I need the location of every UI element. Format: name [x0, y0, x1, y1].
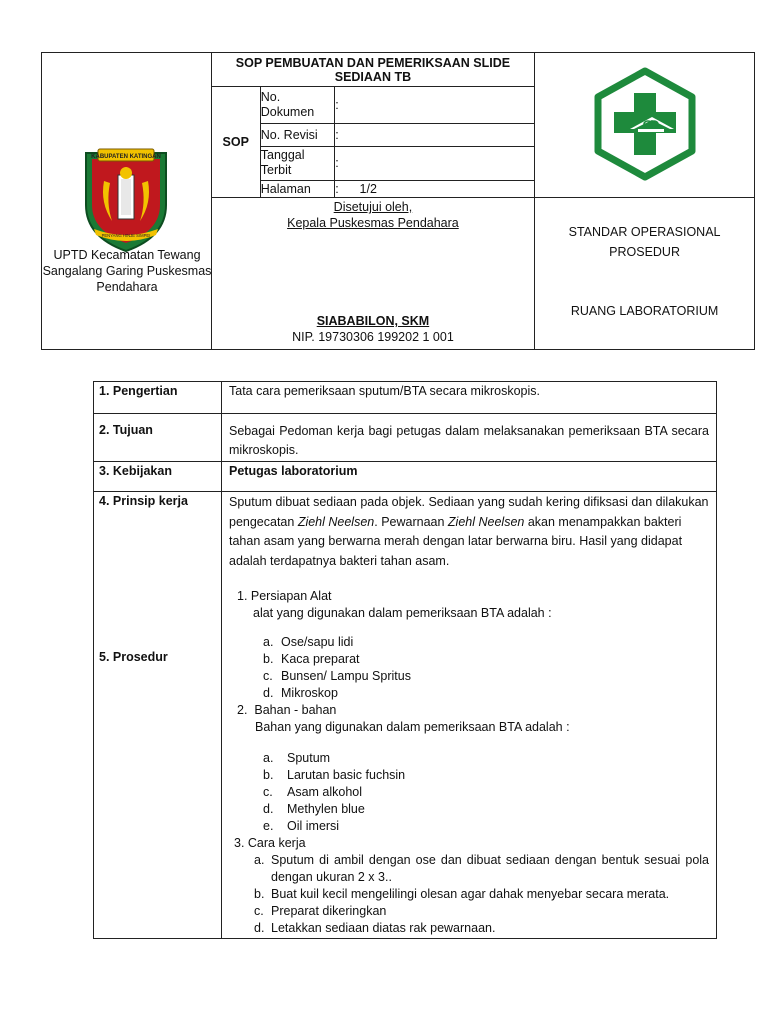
step2-intro: Bahan yang digunakan dalam pemeriksaan BTA adalah : — [255, 720, 570, 734]
kebijakan-text: Petugas laboratorium — [222, 462, 717, 492]
logo-left-cell — [42, 53, 212, 350]
tujuan-label: 2. Tujuan — [94, 414, 222, 462]
step-persiapan-alat — [229, 588, 709, 702]
sop-content-table — [93, 381, 717, 939]
list-item: e. Oil imersi — [263, 819, 340, 833]
tujuan-text: Sebagai Pedoman kerja bagi petugas dalam melaksanakan pemeriksaan BTA secara mikroskopis. — [222, 414, 717, 462]
approval-cell — [211, 198, 534, 350]
katingan-emblem-logo — [80, 145, 172, 255]
meta-key-no-revisi: No. Revisi — [261, 123, 335, 146]
approver-title: Kepala Puskesmas Pendahara — [287, 216, 459, 230]
sop-type-title: STANDAR OPERASIONAL PROSEDUR — [568, 225, 721, 259]
meta-table — [261, 87, 534, 197]
list-item: c. Asam alkohol — [263, 785, 363, 799]
svg-text:KABUPATEN KATINGAN: KABUPATEN KATINGAN — [91, 153, 162, 160]
header-table — [41, 52, 755, 350]
list-item: c. Preparat dikeringkan — [254, 904, 387, 918]
logo-right-cell — [535, 53, 755, 198]
step1-intro: alat yang digunakan dalam pemeriksaan BTA adalah : — [253, 606, 552, 620]
meta-value-tanggal-terbit: : — [335, 146, 534, 180]
approver-nip: NIP. 19730306 199202 1 001 — [292, 330, 454, 344]
sop-type-cell — [535, 198, 755, 350]
prinsip-prosedur-labels — [94, 492, 222, 939]
kebijakan-label: 3. Kebijakan — [94, 462, 222, 492]
approver-name: SIABABILON, SKM — [316, 314, 430, 328]
list-item: a. Sputum di ambil dengan ose dan dibuat sediaan dengan bentuk sesuai pola dengan ukuran 2 x 3.. — [254, 853, 709, 884]
prinsip-prosedur-content — [222, 492, 717, 939]
meta-key-no-dokumen: No. Dokumen — [261, 87, 335, 123]
unit-name: UPTD Kecamatan Tewang Sangalang Garing Puskesmas Pendahara — [42, 248, 212, 294]
svg-text:PENYANG HINJE SIMPEI: PENYANG HINJE SIMPEI — [101, 232, 151, 238]
pengertian-text: Tata cara pemeriksaan sputum/BTA secara mikroskopis. — [222, 382, 717, 414]
list-item: b. Kaca preparat — [263, 652, 360, 666]
meta-key-tanggal-terbit: Tanggal Terbit — [261, 146, 335, 180]
prinsip-label: 4. Prinsip kerja — [99, 494, 188, 508]
list-item: d. Methylen blue — [263, 802, 365, 816]
list-item: b. Buat kuil kecil mengelilingi olesan agar dahak menyebar secara merata. — [254, 887, 670, 901]
prosedur-label: 5. Prosedur — [99, 650, 168, 664]
prinsip-text: Sputum dibuat sediaan pada objek. Sediaan yang sudah kering difiksasi dan dilakukan pengecatan Ziehl Neelsen. Pewarnaan Ziehl Neelsen akan menampakkan bakteri tahan asam yang berwarna merah dengan latar berwarna biru. Hasil yang didapat adalah terdapatnya bakteri tahan asam. — [229, 495, 709, 568]
step2-title: 2. Bahan - bahan — [237, 703, 337, 717]
cara-kerja-list — [234, 852, 709, 937]
step-bahan — [229, 702, 709, 835]
approved-by-label: Disetujui oleh, — [333, 200, 413, 214]
list-item: a. Sputum — [263, 751, 331, 765]
meta-value-no-revisi: : — [335, 123, 534, 146]
list-item: a. Ose/sapu lidi — [263, 635, 354, 649]
meta-value-no-dokumen: : — [335, 87, 534, 123]
bahan-list — [237, 750, 709, 835]
step1-title: 1. Persiapan Alat — [237, 589, 332, 603]
list-item: d. Letakkan sediaan diatas rak pewarnaan. — [254, 921, 496, 935]
document-title: SOP PEMBUATAN DAN PEMERIKSAAN SLIDE SEDIAAN TB — [212, 53, 534, 87]
meta-key-halaman: Halaman — [261, 180, 335, 197]
list-item: d. Mikroskop — [263, 686, 338, 700]
puskesmas-logo — [590, 67, 700, 181]
list-item: c. Bunsen/ Lampu Spritus — [263, 669, 411, 683]
alat-list — [237, 634, 709, 702]
room-name: RUANG LABORATORIUM — [570, 304, 719, 318]
sop-label: SOP — [212, 87, 261, 198]
meta-value-halaman: : 1/2 — [335, 180, 534, 197]
step3-title: 3. Cara kerja — [234, 836, 306, 850]
pengertian-label: 1. Pengertian — [94, 382, 222, 414]
title-block — [211, 53, 534, 198]
step-cara-kerja — [229, 835, 709, 937]
list-item: b. Larutan basic fuchsin — [263, 768, 406, 782]
